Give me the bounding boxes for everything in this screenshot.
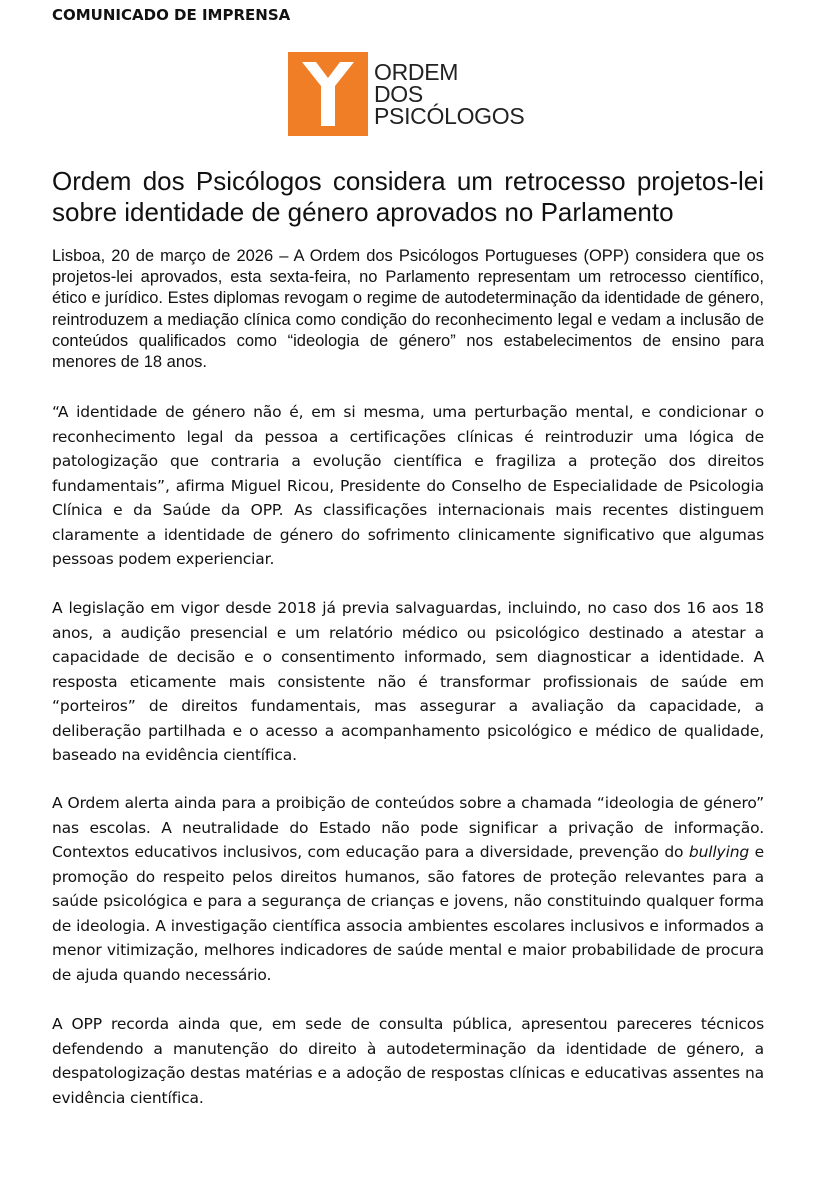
emphasis-text: bullying [688, 843, 750, 861]
document-type-label: COMUNICADO DE IMPRENSA [52, 6, 291, 24]
body-paragraph-legislation: A legislação em vigor desde 2018 já previa salvaguardas, incluindo, no caso dos 16 aos 18 anos, a audição presencial e um relatório médico ou psicológico destinado a atestar a capacidade de decisão e o consentimento informado, sem diagnosticar a identidade. A resposta eticamente mais consistente não é transformar profissionais de saúde em “porteiros” de direitos fundamentais, mas assegurar a avaliação da capacidade, a deliberação partilhada e o acesso a acompanhamento psicológico e médico de qualidade, baseado na evidência científica. [52, 599, 764, 764]
headline: Ordem dos Psicólogos considera um retrocesso projetos-lei sobre identidade de género aprovados no Parlamento [52, 166, 764, 227]
logo-mark-icon [288, 52, 368, 136]
lead-paragraph: Lisboa, 20 de março de 2026 – A Ordem dos Psicólogos Portugueses (OPP) considera que os projetos-lei aprovados, esta sexta-feira, no Parlamento representam um retrocesso científico, ético e jurídico. Estes diplomas revogam o regime de autodeterminação da identidade de género, reintroduzem a mediação clínica como condição do reconhecimento legal e vedam a inclusão de conteúdos qualificados como “ideologia de género” nos estabelecimentos de ensino para menores de 18 anos. [52, 247, 764, 372]
paragraph-text: e promoção do respeito pelos direitos humanos, são fatores de proteção relevantes para a saúde psicológica e para a segurança de crianças e jovens, não constituindo qualquer forma de ideologia. A investigação científica associa ambientes escolares inclusivos e informados a menor vitimização, melhores indicadores de saúde mental e maior probabilidade de procura de ajuda quando necessário. [52, 843, 765, 984]
body-paragraph-schools [52, 791, 764, 987]
logo-line-ordem: ORDEM [374, 59, 459, 85]
logo-line-dos: DOS [374, 81, 423, 107]
body-paragraph-consultation: A OPP recorda ainda que, em sede de consulta pública, apresentou pareceres técnicos defendendo a manutenção do direito à autodeterminação da identidade de género, a despatologização destas matérias e a adoção de respostas clínicas e educativas assentes na evidência científica. [52, 1015, 764, 1107]
body-paragraph-quote: “A identidade de género não é, em si mesma, uma perturbação mental, e condicionar o reconhecimento legal da pessoa a certificações clínicas é reintroduzir uma lógica de patologização que contraria a evolução científica e fragiliza a proteção dos direitos fundamentais”, afirma Miguel Ricou, Presidente do Conselho de Especialidade de Psicologia Clínica e da Saúde da OPP. As classificações internacionais mais recentes distinguem claramente a identidade de género do sofrimento clinicamente significativo que algumas pessoas podem experienciar. [52, 403, 764, 568]
paragraph-text: A Ordem alerta ainda para a proibição de conteúdos sobre a chamada “ideologia de género” nas escolas. A neutralidade do Estado não pode significar a privação de informação. Contextos educativos inclusivos, com educação para a diversidade, prevenção do [52, 794, 764, 861]
ordem-dos-psicologos-logo [288, 52, 524, 136]
logo-line-psicologos: PSICÓLOGOS [374, 103, 525, 129]
